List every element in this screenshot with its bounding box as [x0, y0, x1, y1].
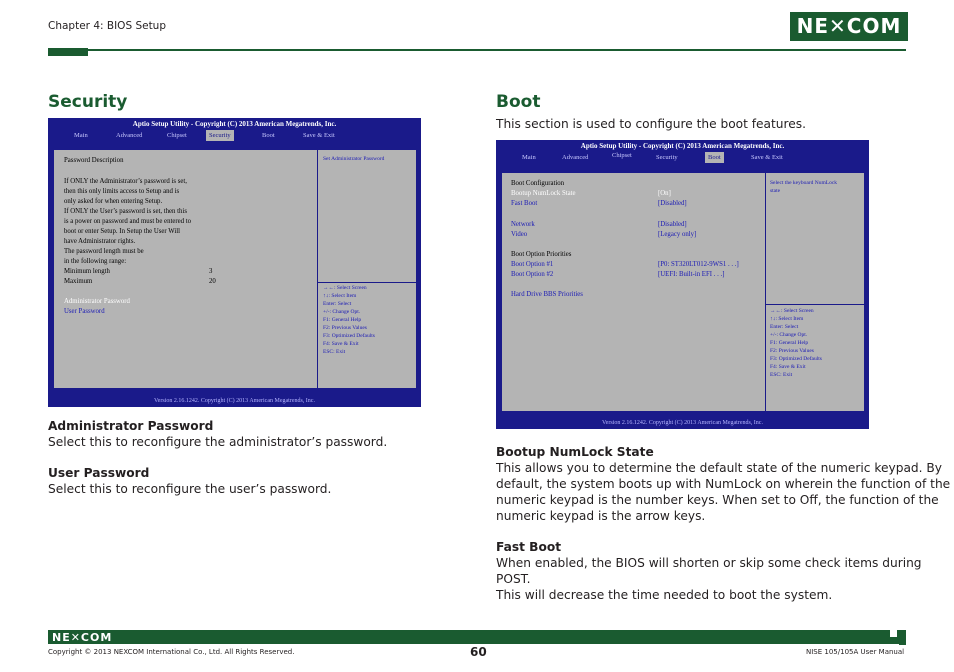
boot-priorities-label: Boot Option Priorities [511, 251, 572, 258]
header-block [48, 48, 88, 56]
nexcom-logo [790, 12, 908, 41]
key-help-line: ESC: Exit [323, 349, 346, 355]
key-help-line: ↑↓: Select Item [770, 316, 804, 322]
hdd-bbs-priorities-item[interactable]: Hard Drive BBS Priorities [511, 291, 583, 298]
key-help-line: F1: General Help [770, 340, 809, 346]
max-length-value: 20 [209, 278, 216, 285]
key-help-line: ↑↓: Select Item [323, 293, 357, 299]
boot-configuration-label: Boot Configuration [511, 180, 565, 187]
boot-option-2-item[interactable]: Boot Option #2 [511, 271, 554, 278]
desc-line: then this only limits access to Setup and is [64, 188, 180, 195]
key-help-line: +/-: Change Opt. [770, 332, 808, 338]
numlock-value[interactable]: [On] [658, 190, 671, 197]
numlock-text-line: default, the system boots up with NumLock on wherein the function of the [496, 477, 951, 491]
bios-footer: Version 2.16.1242. Copyright (C) 2013 American Megatrends, Inc. [154, 398, 315, 404]
security-bios-screen [48, 118, 421, 407]
help-divider [766, 304, 864, 305]
bios-footer: Version 2.16.1242. Copyright (C) 2013 American Megatrends, Inc. [602, 420, 763, 426]
desc-line: If ONLY the User’s password is set, then this [64, 208, 187, 215]
panel-divider [317, 150, 318, 388]
key-help-line: +/-: Change Opt. [323, 309, 361, 315]
desc-line: only asked for when entering Setup. [64, 198, 163, 205]
min-length-label: Minimum length [64, 268, 110, 275]
fast-boot-item[interactable]: Fast Boot [511, 200, 538, 207]
numlock-text-line: numeric keypad is the arrow keys. [496, 509, 706, 523]
fast-boot-heading: Fast Boot [496, 540, 562, 554]
key-help-line: F4: Save & Exit [770, 364, 806, 370]
tab-security[interactable]: Security [206, 130, 234, 141]
password-description: Password Description [64, 157, 124, 164]
bios-top-title: Aptio Setup Utility - Copyright (C) 2013 American Megatrends, Inc. [580, 142, 785, 150]
min-length-value: 3 [209, 268, 213, 275]
fast-boot-text-line: This will decrease the time needed to boot the system. [496, 588, 833, 602]
admin-password-text: Select this to reconfigure the administrator’s password. [48, 435, 388, 449]
boot-bios-screen [496, 140, 869, 429]
bios-top-title: Aptio Setup Utility - Copyright (C) 2013 American Megatrends, Inc. [132, 120, 337, 128]
manual-title: NISE 105/105A User Manual [806, 648, 905, 656]
boot-option-1-value[interactable]: [P0: ST320LT012-9WS1 . . .] [658, 261, 739, 268]
administrator-password-item[interactable]: Administrator Password [64, 298, 130, 305]
user-password-text: Select this to reconfigure the user’s password. [48, 482, 332, 496]
key-help [323, 284, 375, 356]
video-item[interactable]: Video [511, 231, 528, 238]
network-value[interactable]: [Disabled] [658, 221, 687, 228]
tab-main[interactable]: Main [522, 154, 536, 161]
video-value[interactable]: [Legacy only] [658, 231, 697, 238]
tab-advanced[interactable]: Advanced [562, 154, 589, 161]
boot-option-1-item[interactable]: Boot Option #1 [511, 261, 554, 268]
boot-intro: This section is used to configure the boot features. [496, 117, 806, 131]
help-text-line: Select the keyboard NumLock [770, 180, 838, 186]
key-help-line: F4: Save & Exit [323, 341, 359, 347]
key-help-line: ESC: Exit [770, 372, 793, 378]
boot-title: Boot [496, 92, 541, 112]
tab-boot[interactable]: Boot [705, 152, 724, 163]
bios-tabs [496, 152, 869, 163]
tab-security[interactable]: Security [656, 154, 678, 161]
tab-chipset[interactable]: Chipset [612, 152, 632, 159]
footer-bar [48, 630, 906, 644]
logo-text: NE✕COM [796, 14, 902, 38]
desc-line: have Administrator rights. [64, 238, 136, 245]
bios-panel [54, 150, 416, 388]
bios-tabs [48, 130, 421, 141]
key-help-line: F1: General Help [323, 317, 362, 323]
fast-boot-text [496, 555, 954, 603]
max-length-label: Maximum [64, 278, 93, 285]
user-password-item[interactable]: User Password [64, 308, 105, 315]
fast-boot-text-line: When enabled, the BIOS will shorten or skip some check items during POST. [496, 556, 922, 586]
page-number: 60 [470, 645, 487, 659]
copyright-text: Copyright © 2013 NEXCOM International Co., Ltd. All Rights Reserved. [48, 648, 295, 656]
boot-option-2-value[interactable]: [UEFI: Built-in EFI . . .] [658, 271, 725, 278]
key-help-line: Enter: Select [323, 301, 352, 307]
admin-password-heading: Administrator Password [48, 419, 214, 433]
chapter-label: Chapter 4: BIOS Setup [48, 20, 167, 32]
key-help-line: →←: Select Screen [323, 285, 367, 291]
key-help-line: F3: Optimized Defaults [323, 333, 375, 339]
help-text-line: state [770, 188, 781, 194]
desc-line: If ONLY the Administrator’s password is set, [64, 178, 187, 185]
footer-square [899, 638, 906, 645]
tab-boot[interactable]: Boot [262, 132, 275, 139]
help-text: Set Administrator Password [323, 156, 385, 162]
security-title: Security [48, 92, 128, 112]
key-help-line: F3: Optimized Defaults [770, 356, 822, 362]
footer-square [890, 630, 897, 637]
footer-logo: NE✕COM [52, 631, 113, 644]
tab-save-exit[interactable]: Save & Exit [303, 132, 335, 139]
help-text [770, 179, 837, 195]
key-help-line: F2: Previous Values [770, 348, 814, 354]
numlock-heading: Bootup NumLock State [496, 445, 654, 459]
tab-main[interactable]: Main [74, 132, 88, 139]
header-rule [48, 49, 906, 51]
key-help-line: →←: Select Screen [770, 308, 814, 314]
help-divider [318, 282, 416, 283]
desc-line: boot or enter Setup. In Setup the User Will [64, 228, 181, 235]
bios-panel [502, 173, 864, 411]
numlock-text [496, 460, 950, 524]
desc-line: is a power on password and must be entered to [64, 218, 192, 225]
numlock-text-line: numeric keypad is the number keys. When set to Off, the function of the [496, 493, 939, 507]
tab-chipset[interactable]: Chipset [167, 132, 187, 139]
key-help [770, 307, 822, 379]
desc-line: in the following range: [64, 258, 127, 265]
key-help-line: F2: Previous Values [323, 325, 367, 331]
desc-line: The password length must be [64, 248, 144, 255]
numlock-text-line: This allows you to determine the default state of the numeric keypad. By [496, 461, 942, 475]
network-item[interactable]: Network [511, 221, 535, 228]
user-password-heading: User Password [48, 466, 150, 480]
tab-advanced[interactable]: Advanced [116, 132, 143, 139]
key-help-line: Enter: Select [770, 324, 799, 330]
numlock-item[interactable]: Bootup NumLock State [511, 190, 576, 197]
panel-divider [765, 173, 766, 411]
fast-boot-value[interactable]: [Disabled] [658, 200, 687, 207]
tab-save-exit[interactable]: Save & Exit [751, 154, 783, 161]
